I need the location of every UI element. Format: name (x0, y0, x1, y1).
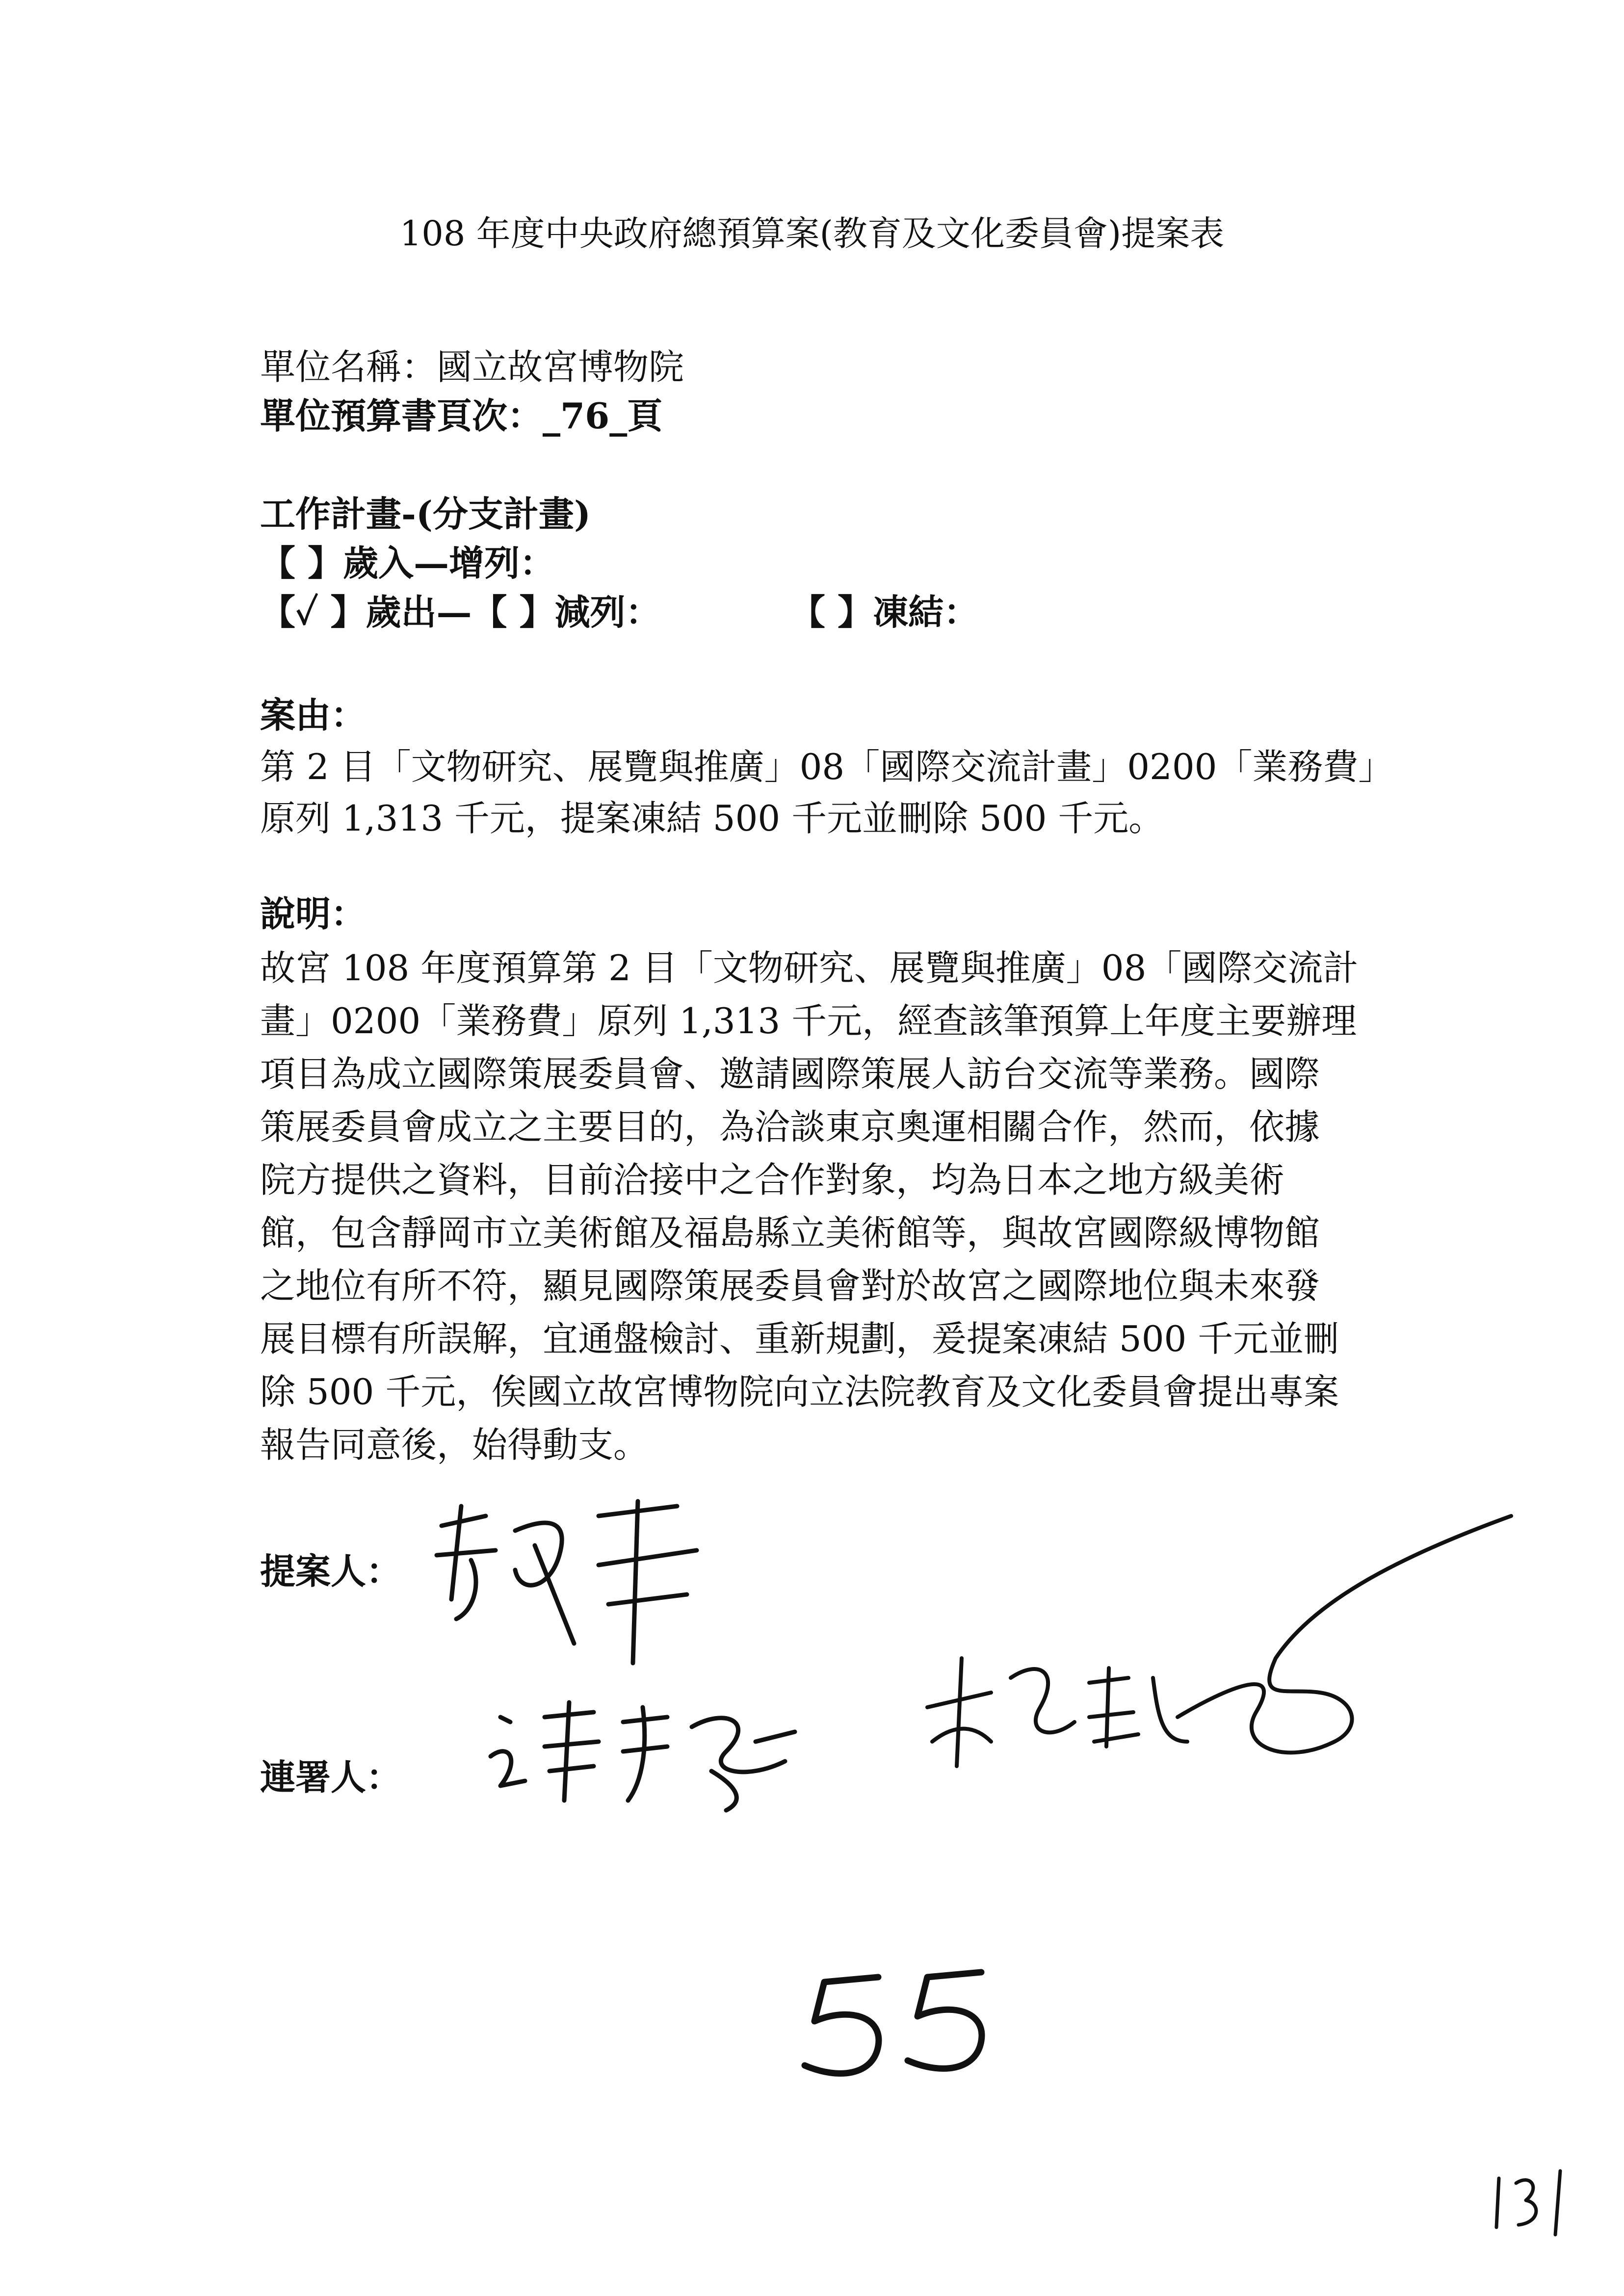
explanation-line: 策展委員會成立之主要目的，為洽談東京奧運相關合作，然而，依據 (260, 1106, 1320, 1148)
handwritten-page-number (795, 1962, 1001, 2090)
explanation-line: 畫」0200「業務費」原列 1,313 千元，經查該筆預算上年度主要辦理 (260, 1000, 1357, 1042)
freeze-line: 【 】凍結： (790, 591, 979, 633)
unit-name-line: 單位名稱：國立故宮博物院 (260, 346, 684, 388)
proposer-label: 提案人： (260, 1550, 402, 1592)
reason-heading: 案由： (260, 694, 367, 736)
reason-line-1: 第 2 目「文物研究、展覽與推廣」08「國際交流計畫」0200「業務費」 (260, 746, 1394, 787)
explanation-line: 館，包含靜岡市立美術館及福島縣立美術館等，與故宮國際級博物館 (260, 1212, 1320, 1253)
cosigner-label: 連署人： (260, 1756, 402, 1798)
explanation-line: 故宮 108 年度預算第 2 目「文物研究、展覽與推廣」08「國際交流計 (260, 947, 1359, 989)
cosigner-signature-2 (913, 1511, 1521, 1786)
expenditure-reduce-line: 【✓ 】歲出—【 】減列： (260, 591, 661, 633)
explanation-line: 除 500 千元，俟國立故宮博物院向立法院教育及文化委員會提出專案 (260, 1371, 1339, 1412)
explanation-line: 之地位有所不符，顯見國際策展委員會對於故宮之國際地位與未來發 (260, 1265, 1320, 1306)
reason-line-2: 原列 1,313 千元，提案凍結 500 千元並刪除 500 千元。 (260, 798, 1164, 839)
explanation-line: 項目為成立國際策展委員會、邀請國際策展人訪台交流等業務。國際 (260, 1053, 1320, 1095)
explanation-line: 報告同意後，始得動支。 (260, 1424, 649, 1465)
explanation-line: 院方提供之資料，目前洽接中之合作對象，均為日本之地方級美術 (260, 1159, 1285, 1200)
explanation-line: 展目標有所誤解，宜通盤檢討、重新規劃，爰提案凍結 500 千元並刪 (260, 1318, 1339, 1359)
cosigner-signature-1 (481, 1688, 834, 1815)
unit-page-line: 單位預算書頁次：_76_頁 (260, 395, 663, 437)
document-title: 108 年度中央政府總預算案(教育及文化委員會)提案表 (399, 213, 1225, 254)
explanation-heading: 說明： (260, 893, 367, 935)
revenue-increase-line: 【 】歲入—增列： (260, 542, 555, 584)
handwritten-corner-number (1487, 2164, 1575, 2242)
proposer-signature (422, 1496, 726, 1673)
plan-heading: 工作計畫-(分支計畫) (260, 493, 591, 535)
